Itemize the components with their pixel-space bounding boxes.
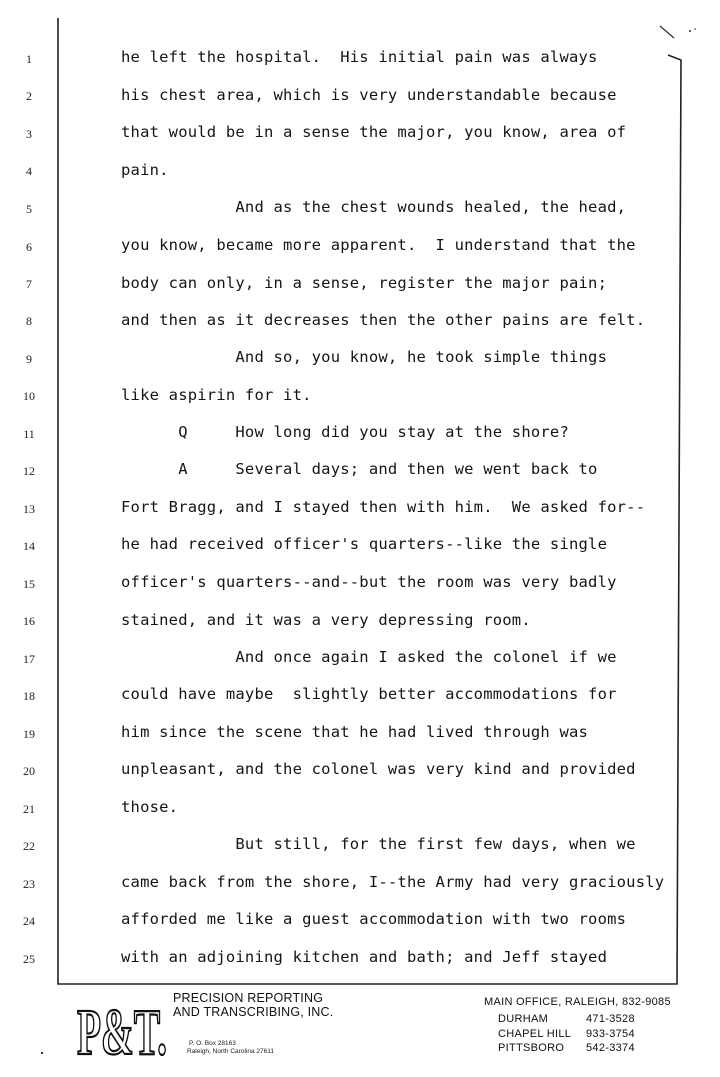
transcript-line: like aspirin for it. (121, 386, 312, 404)
line-number: 3 (26, 127, 32, 141)
transcript-line: he had received officer's quarters--like the single (121, 535, 608, 553)
line-number: 1 (26, 52, 32, 66)
line-number: 4 (26, 164, 32, 178)
transcript-line: could have maybe slightly better accommodations for (121, 685, 617, 703)
transcript-line: But still, for the first few days, when we (121, 835, 636, 853)
line-number: 7 (26, 277, 32, 291)
line-number: 5 (26, 202, 32, 216)
transcript-line: And once again I asked the colonel if we (121, 648, 617, 666)
line-number: 13 (23, 502, 35, 516)
transcript-line: pain. (121, 161, 169, 179)
transcript-line: And as the chest wounds healed, the head, (121, 198, 627, 216)
office-city: PITTSBORO (498, 1042, 565, 1054)
line-number: 15 (23, 577, 35, 591)
line-number: 8 (26, 314, 32, 328)
transcript-line: and then as it decreases then the other pains are felt. (121, 311, 646, 329)
line-number: 19 (23, 727, 35, 741)
line-number: 20 (23, 764, 35, 778)
line-number: 9 (26, 352, 32, 366)
line-number: 18 (23, 689, 35, 703)
line-number: 10 (23, 389, 35, 403)
line-number: 6 (26, 240, 32, 254)
transcript-line: And so, you know, he took simple things (121, 348, 608, 366)
transcript-line: Fort Bragg, and I stayed then with him. We asked for-- (121, 498, 646, 516)
transcript-line: officer's quarters--and--but the room was very badly (121, 573, 617, 591)
transcript-line: came back from the shore, I--the Army had very graciously (121, 873, 665, 891)
firm-name (173, 991, 333, 1019)
transcript-line: unpleasant, and the colonel was very kind and provided (121, 760, 636, 778)
line-number: 11 (23, 427, 35, 441)
line-number: 22 (23, 839, 35, 853)
transcript-line: his chest area, which is very understandable because (121, 86, 617, 104)
main-office: MAIN OFFICE, RALEIGH, 832-9085 (484, 996, 671, 1008)
office-phone: 471-3528 (586, 1013, 635, 1025)
line-number: 21 (23, 802, 35, 816)
transcript-line: him since the scene that he had lived through was (121, 723, 589, 741)
transcript-line: with an adjoining kitchen and bath; and Jeff stayed (121, 948, 608, 966)
office-city: DURHAM (498, 1013, 549, 1025)
transcript-line: that would be in a sense the major, you know, area of (121, 123, 627, 141)
logo-lettering: P&T. (77, 996, 167, 1064)
line-number: 14 (23, 539, 35, 553)
firm-name-line: PRECISION REPORTING (173, 991, 324, 1005)
po-box: P. O. Box 28163 (189, 1040, 236, 1047)
company-logo (77, 990, 169, 1064)
line-number: 24 (23, 914, 35, 928)
transcript-line: afforded me like a guest accommodation with two rooms (121, 910, 627, 928)
line-number: 16 (23, 614, 35, 628)
line-number: 17 (23, 652, 35, 666)
office-phone: 542-3374 (586, 1042, 635, 1054)
firm-name-line: AND TRANSCRIBING, INC. (173, 1005, 334, 1019)
city-state-zip: Raleigh, North Carolina 27611 (187, 1048, 274, 1055)
office-city: CHAPEL HILL (498, 1028, 572, 1040)
line-number: 23 (23, 877, 35, 891)
transcript-line: Q How long did you stay at the shore? (121, 423, 569, 441)
transcript-line: body can only, in a sense, register the major pain; (121, 274, 608, 292)
line-number: 25 (23, 952, 35, 966)
transcript-line: stained, and it was a very depressing room. (121, 611, 531, 629)
transcript-line: you know, became more apparent. I understand that the (121, 236, 636, 254)
transcript-line: he left the hospital. His initial pain was always (121, 48, 598, 66)
transcript-line: those. (121, 798, 179, 816)
line-number: 12 (23, 464, 35, 478)
po-box-address (187, 1040, 274, 1056)
line-number: 2 (26, 89, 32, 103)
office-phone: 933-3754 (586, 1028, 635, 1040)
transcript-line: A Several days; and then we went back to (121, 460, 598, 478)
firm-block (77, 990, 457, 1068)
